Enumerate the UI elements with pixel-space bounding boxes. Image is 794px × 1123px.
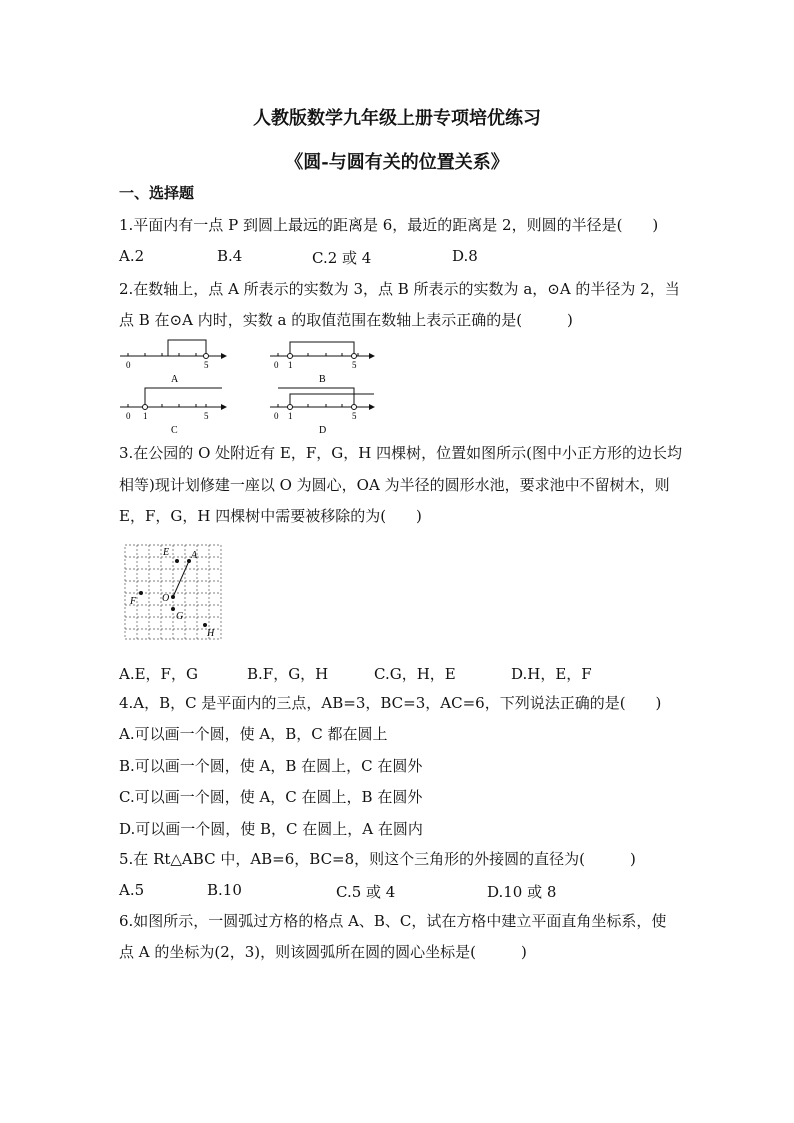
q2-d-tick-1: 1 [288, 411, 293, 421]
q2-b-tick-1: 1 [288, 360, 293, 370]
q3-option-c: C.G，H，E [374, 665, 456, 683]
q1-option-c: C.2 或 4 [312, 249, 372, 267]
section-heading: 一、选择题 [119, 184, 195, 202]
q3-label-h: H [207, 628, 215, 639]
q3-label-o: O [162, 593, 170, 604]
q4-option-b: B.可以画一个圆，使 A，B 在圆上，C 在圆外 [119, 757, 423, 775]
q3-grid-figure [123, 543, 225, 641]
q5-option-b: B.10 [207, 881, 242, 899]
q2-figure-label-c: C [171, 425, 178, 436]
q2-c-tick-5: 5 [204, 411, 209, 421]
q2-option-b-numberline [270, 342, 374, 385]
q2-number-line-figure [118, 336, 378, 436]
q1-stem: 1.平面内有一点 P 到圆上最远的距离是 6，最近的距离是 2，则圆的半径是( ) [119, 216, 659, 234]
q3-label-a: A [191, 550, 198, 561]
q1-option-a: A.2 [119, 247, 145, 265]
q2-b-tick-0: 0 [274, 360, 279, 370]
q4-stem: 4.A，B，C 是平面内的三点，AB=3，BC=3，AC=6，下列说法正确的是( ) [119, 694, 662, 712]
q2-c-tick-1: 1 [143, 411, 148, 421]
q2-a-tick-0: 0 [126, 360, 131, 370]
q2-d-tick-5: 5 [352, 411, 357, 421]
q1-option-d: D.8 [452, 247, 478, 265]
q2-stem-line2: 点 B 在⊙A 内时，实数 a 的取值范围在数轴上表示正确的是( ) [119, 311, 573, 329]
q2-b-tick-5: 5 [352, 360, 357, 370]
q3-label-f: F [130, 596, 137, 607]
q4-option-a: A.可以画一个圆，使 A，B，C 都在圆上 [119, 725, 388, 743]
q2-d-tick-0: 0 [274, 411, 279, 421]
q5-option-c: C.5 或 4 [336, 883, 396, 901]
q2-option-d-numberline [270, 388, 374, 436]
q3-option-a: A.E，F，G [119, 665, 198, 683]
q6-stem-line1: 6.如图所示，一圆弧过方格的格点 A、B、C，试在方格中建立平面直角坐标系，使 [119, 912, 667, 930]
q5-option-a: A.5 [119, 881, 145, 899]
q2-figure-label-d: D [319, 425, 327, 436]
q3-stem-line1: 3.在公园的 O 处附近有 E，F，G，H 四棵树，位置如图所示(图中小正方形的边长均 [119, 444, 682, 462]
q3-label-e: E [163, 547, 170, 558]
q5-option-d: D.10 或 8 [487, 883, 557, 901]
q4-option-d: D.可以画一个圆，使 B，C 在圆上，A 在圆内 [119, 820, 423, 838]
q3-stem-line2: 相等)现计划修建一座以 O 为圆心，OA 为半径的圆形水池，要求池中不留树木，则 [119, 476, 670, 494]
q3-label-g: G [176, 611, 184, 622]
q2-option-a-numberline [120, 340, 226, 385]
q2-a-tick-5: 5 [204, 360, 209, 370]
q3-option-b: B.F，G，H [247, 665, 329, 683]
q2-figure-label-b: B [319, 374, 326, 385]
q4-option-c: C.可以画一个圆，使 A，C 在圆上，B 在圆外 [119, 788, 423, 806]
document-subtitle: 《圆-与圆有关的位置关系》 [285, 152, 509, 173]
q2-figure-label-a: A [171, 374, 179, 385]
q1-option-b: B.4 [217, 247, 243, 265]
document-title: 人教版数学九年级上册专项培优练习 [253, 108, 541, 129]
q6-stem-line2: 点 A 的坐标为(2，3)，则该圆弧所在圆的圆心坐标是( ) [119, 943, 527, 961]
q2-c-tick-0: 0 [126, 411, 131, 421]
q5-stem: 5.在 Rt△ABC 中，AB=6，BC=8，则这个三角形的外接圆的直径为( ) [119, 850, 636, 868]
q3-option-d: D.H，E，F [511, 665, 592, 683]
q2-option-c-numberline [120, 388, 226, 436]
q2-stem-line1: 2.在数轴上，点 A 所表示的实数为 3，点 B 所表示的实数为 a，⊙A 的半径为 2，当 [119, 280, 680, 298]
q3-stem-line3: E，F，G，H 四棵树中需要被移除的为( ) [119, 507, 422, 525]
